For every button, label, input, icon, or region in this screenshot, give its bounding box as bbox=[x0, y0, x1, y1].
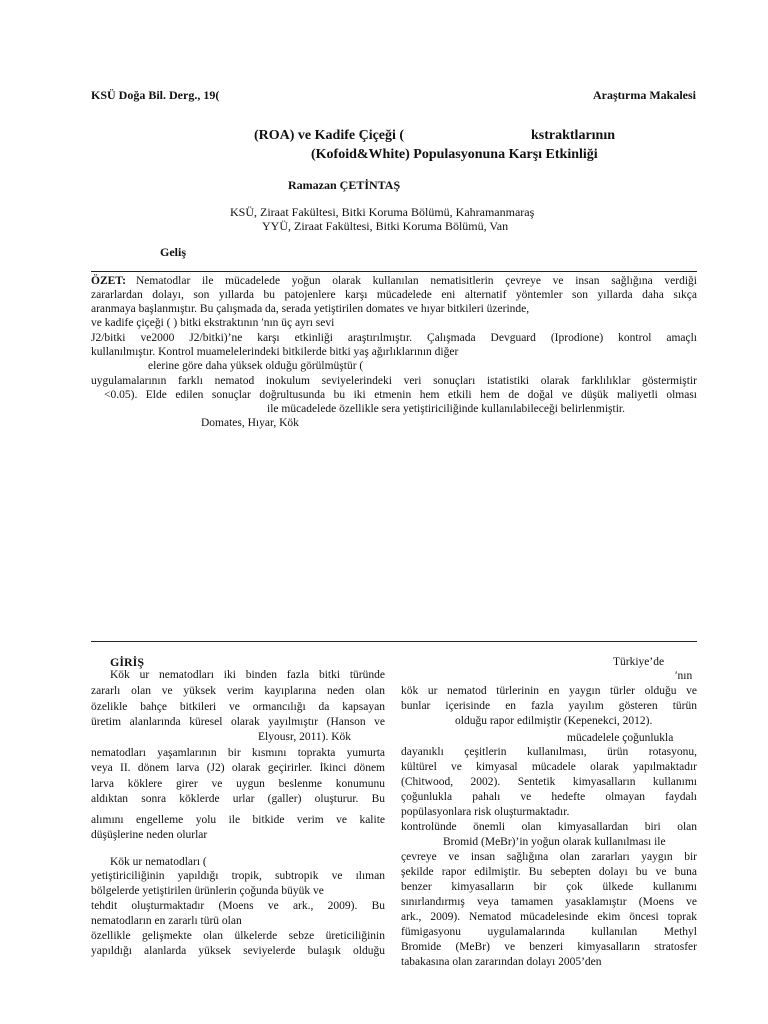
received-label: Geliş bbox=[160, 245, 186, 259]
body-line: nematodları yaşamlarının bir kısmını toprakta yumurta bbox=[91, 747, 385, 759]
author-name: Ramazan ÇETİNTAŞ bbox=[288, 178, 401, 192]
body-line: Elyousr, 2011). Kök bbox=[258, 731, 352, 743]
body-line: çoğunlukla pahalı ve hedefte olmayan faydalı bbox=[401, 791, 697, 803]
body-line: zararlı olan ve yüksek verim kayıplarına neden olan bbox=[91, 685, 385, 697]
abstract-keywords: Domates, Hıyar, Kök bbox=[201, 417, 299, 429]
body-line: mücadelele çoğunlukla bbox=[567, 732, 674, 744]
body-line: larva köklere girer ve uygun beslenme konumunu bbox=[91, 778, 385, 790]
body-line: dayanıklı çeşitlerin kullanılması, ürün rotasyonu, bbox=[401, 746, 697, 758]
body-line: popülasyonlara risk oluşturmaktadır. bbox=[401, 806, 570, 818]
abstract-line: J2/bitki ve2000 J2/bitki)’ne karşı etkinliği araştırılmıştır. Çalışmada Devguard (Iprodione) kontrol amaçlı bbox=[91, 332, 697, 344]
body-line: alımını engelleme yolu ile bitkide verim ve kalite bbox=[91, 814, 385, 826]
journal-reference: KSÜ Doğa Bil. Derg., 19( bbox=[91, 88, 220, 102]
body-line: üretim alanlarında küresel olarak yayılmıştır (Hanson ve bbox=[91, 716, 385, 728]
body-line: benzer kimyasalların bir çok ülkede kullanımı bbox=[401, 881, 697, 893]
body-line: sınırlandırmış veya tamamen yasaklamıştır (Moens ve bbox=[401, 896, 697, 908]
body-line: Kök ur nematodları iki binden fazla bitki türünde bbox=[110, 669, 385, 681]
body-line: özellikle gelişmekte olan ülkelerde sebze üreticiliğinin bbox=[91, 930, 385, 942]
abstract-line: ile mücadelede özellikle sera yetiştiriciliğinde kullanılabileceği belirlenmiştir. bbox=[267, 403, 625, 415]
body-line: ′nın bbox=[675, 670, 693, 682]
abstract-line: zararlardan dolayı, son yıllarda bu patojenlere karşı mücadelede eni alternatif yöntemler son yıllarda daha sıkça bbox=[91, 289, 697, 301]
abstract-line: ve kadife çiçeği ( ) bitki ekstraktının ′nın üç ayrı sevi bbox=[91, 317, 335, 329]
abstract-line: aranmaya başlanmıştır. Bu çalışmada da, serada yetiştirilen domates ve hıyar bitkileri üzerinde, bbox=[91, 303, 530, 315]
body-line: aldıktan sonra köklerde urlar (galler) oluşturur. Bu bbox=[91, 793, 385, 805]
body-line: olduğu rapor edilmiştir (Kepenekci, 2012). bbox=[455, 715, 653, 727]
body-line: veya II. dönem larva (J2) olarak geçirirler. İkinci dönem bbox=[91, 762, 385, 774]
title-line-1-left: (ROA) ve Kadife Çiçeği ( bbox=[254, 128, 405, 143]
title-line-1-right: kstraktlarının bbox=[531, 128, 616, 143]
body-line: Bromide (MeBr) ve benzeri kimyasalların stratosfer bbox=[401, 941, 697, 953]
body-line: özelikle bahçe bitkileri ve ormancılığı da kapsayan bbox=[91, 701, 385, 713]
abstract-line: uygulamalarının farklı nematod inokulum seviyelerindeki veri sonuçları istatistiki olarak farklılıklar göstermiştir bbox=[91, 375, 697, 387]
body-line: yapıldığı alanlarda yüksek seviyelerde bulaşık olduğu bbox=[91, 945, 385, 957]
body-line: düşüşlerine neden olurlar bbox=[91, 829, 208, 841]
abstract-line: kullanılmıştır. Kontrol muamelelerindeki bitkilerde bitki yaş ağırlıklarının diğer bbox=[91, 346, 459, 358]
body-line: yetiştiriciliğinin yapıldığı tropik, subtropik ve ılıman bbox=[91, 870, 385, 882]
body-line: (Chitwood, 2002). Sentetik kimyasalların kullanımı bbox=[401, 776, 697, 788]
abstract-line: elerine göre daha yüksek olduğu görülmüştür ( bbox=[148, 360, 364, 372]
body-line: tabakasına olan zararından dolayı 2005’den bbox=[401, 956, 602, 968]
title-line-2: (Kofoid&White) Populasyonuna Karşı Etkinliği bbox=[311, 147, 598, 162]
body-top-rule bbox=[91, 641, 697, 642]
body-line: çevreye ve insan sağlığına olan zararları yaygın bir bbox=[401, 851, 697, 863]
body-line: Kök ur nematodları ( bbox=[110, 856, 207, 868]
abstract-line: <0.05). Elde edilen sonuçlar doğrultusunda bu iki etmenin hem etkili hem de doğal ve düşük maliyetli olması bbox=[104, 389, 697, 401]
body-line: ark., 2009). Nematod mücadelesinde ekim öncesi toprak bbox=[401, 911, 697, 923]
affiliation-1: KSÜ, Ziraat Fakültesi, Bitki Koruma Bölümü, Kahramanmaraş bbox=[230, 205, 535, 219]
body-line: bölgelerde yetiştirilen ürünlerin çoğunda büyük ve bbox=[91, 885, 324, 897]
abstract-line: Nematodlar ile mücadelede yoğun olarak kullanılan nematisitlerin çevreye ve insan sağlığına verdiği bbox=[136, 275, 697, 287]
abstract-top-rule bbox=[91, 271, 697, 272]
body-line: şekilde rapor edilmiştir. Bu sebepten dolayı bu ve buna bbox=[401, 866, 697, 878]
abstract-label: ÖZET: bbox=[91, 275, 126, 287]
body-line: fümigasyonu uygulamalarında kullanılan Methyl bbox=[401, 926, 697, 938]
affiliation-2: YYÜ, Ziraat Fakültesi, Bitki Koruma Bölümü, Van bbox=[262, 219, 509, 233]
body-line: bunlar içerisinde en fazla yayılım gösteren türün bbox=[401, 700, 697, 712]
body-line: kontrolünde önemli olan kimyasallardan biri olan bbox=[401, 821, 697, 833]
body-line: tehdit oluşturmaktadır (Moens ve ark., 2009). Bu bbox=[91, 900, 385, 912]
body-line: kültürel ve kimyasal mücadele olarak yapılmaktadır bbox=[401, 761, 697, 773]
body-line: kök ur nematod türlerinin en yaygın türler olduğu ve bbox=[401, 685, 697, 697]
body-line: Bromid (MeBr)’in yoğun olarak kullanılması ile bbox=[443, 836, 666, 848]
body-line: nematodların en zararlı türü olan bbox=[91, 915, 242, 927]
section-heading-giris: GİRİŞ bbox=[110, 655, 145, 669]
article-type: Araştırma Makalesi bbox=[593, 88, 696, 102]
body-line: Türkiye’de bbox=[613, 656, 665, 668]
